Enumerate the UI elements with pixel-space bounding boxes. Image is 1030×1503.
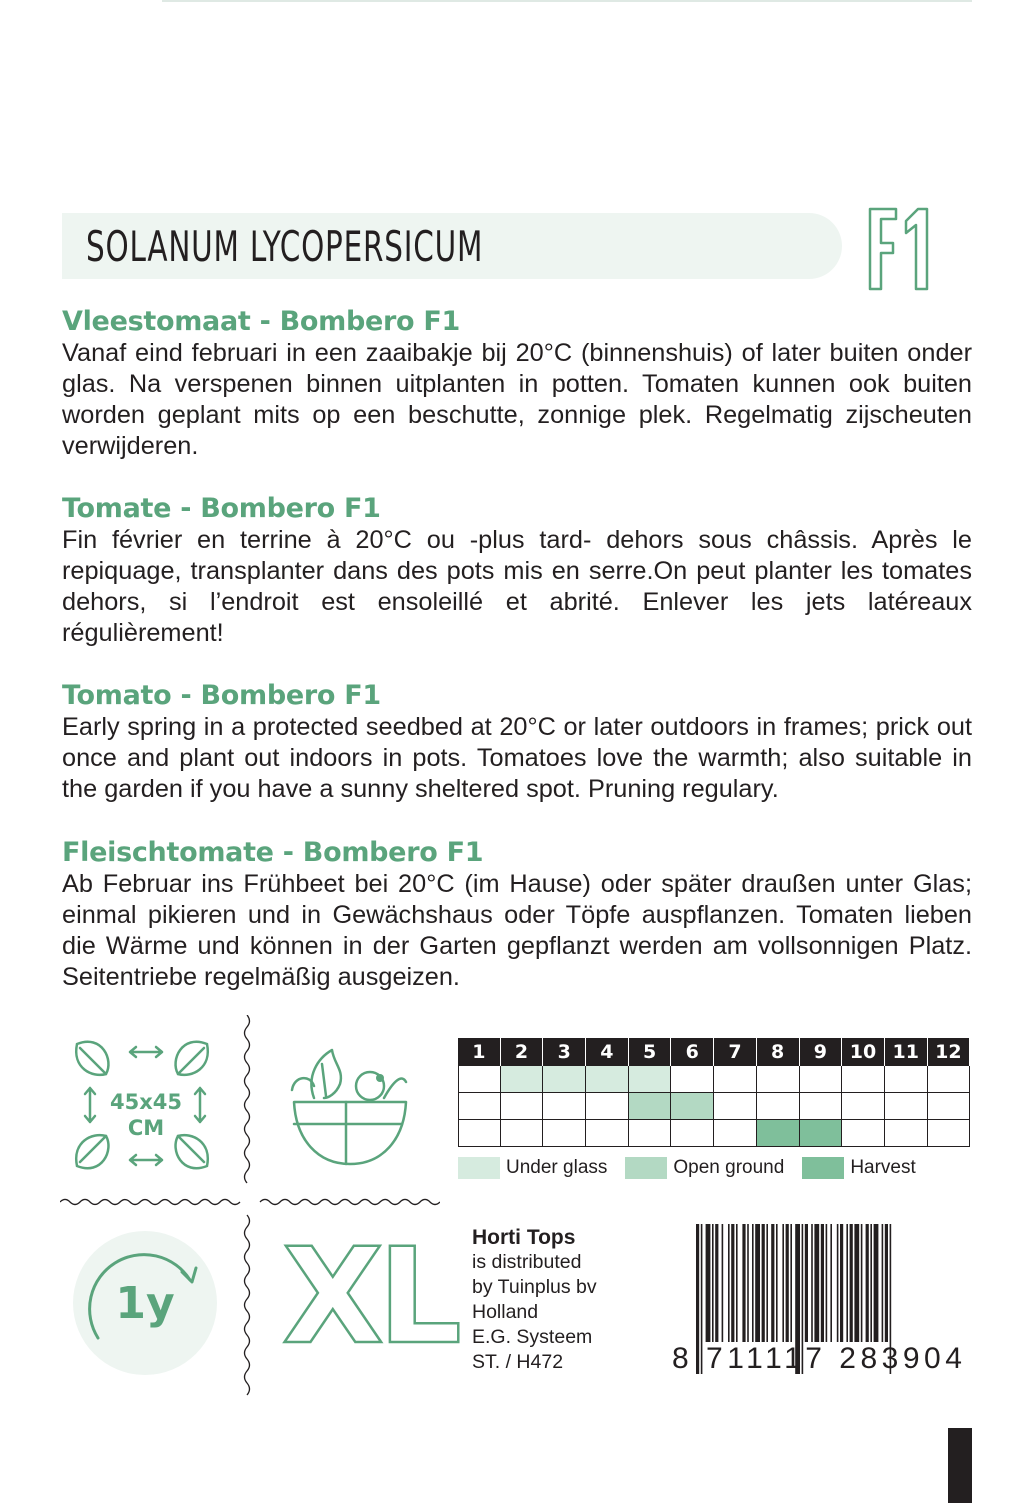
calendar-cell [885,1093,928,1120]
month-8: 8 [757,1038,800,1066]
distributor-line: E.G. Systeem [472,1326,593,1348]
section-english [62,680,972,805]
month-7: 7 [714,1038,757,1066]
calendar-cell [671,1093,714,1120]
month-10: 10 [842,1038,885,1066]
calendar-cell [842,1093,885,1120]
barcode-bar [826,1224,828,1342]
legend-item-open_ground [625,1157,784,1179]
barcode-bar [776,1224,778,1342]
legend-label: Harvest [850,1157,916,1178]
barcode-bar [805,1224,808,1342]
calendar-cell [501,1066,544,1093]
barcode-bar [736,1224,738,1342]
barcode-bar [830,1224,832,1342]
barcode-bar [762,1224,765,1342]
edge-mark [948,1428,972,1503]
calendar-cell [458,1093,501,1120]
calendar-header [458,1038,970,1066]
calendar-cell [757,1093,800,1120]
barcode-bar [790,1224,792,1342]
barcode-bar [715,1224,718,1342]
f1-badge-icon [866,205,932,293]
calendar-row-harvest [458,1120,970,1147]
barcode-bar [821,1224,824,1342]
legend-swatch [625,1157,667,1179]
calendar-row-under_glass [458,1066,970,1093]
legend-label: Under glass [506,1157,608,1178]
calendar-cell [885,1066,928,1093]
month-11: 11 [885,1038,928,1066]
distributor-line: ST. / H472 [472,1351,564,1373]
spacing-value: 45x45 [110,1090,182,1114]
calendar-cell [928,1120,971,1147]
barcode-bar [786,1224,789,1342]
month-12: 12 [928,1038,971,1066]
calendar-row-open_ground [458,1093,970,1120]
section-body: Fin février en terrine à 20°C ou -plus tard- dehors sous châssis. Après le repiquage, transplanter dans des pots mis en serre.On peut planter les tomates dehors, si l’endroit est ensoleillé et abrité. Enlever les jets latéreaux régulièrement! [62,526,972,647]
month-4: 4 [586,1038,629,1066]
spacing-unit: CM [127,1116,165,1140]
barcode-bar [854,1224,859,1342]
month-2: 2 [501,1038,544,1066]
barcode-bar [752,1224,754,1342]
barcode-bar [840,1224,843,1342]
barcode-bar [782,1224,784,1342]
calendar-cell [842,1066,885,1093]
calendar-cell [629,1093,672,1120]
barcode-bar [706,1224,711,1342]
wavy-divider-horizontal [60,1196,440,1208]
barcode-bar [722,1224,724,1342]
barcode-bar [728,1224,730,1342]
section-dutch [62,306,972,462]
sowing-calendar [458,1038,970,1147]
f1-badge-text: F1 [898,265,900,266]
calendar-cell [800,1066,843,1093]
month-5: 5 [629,1038,672,1066]
calendar-cell [586,1093,629,1120]
legend-swatch [458,1157,500,1179]
calendar-cell [842,1120,885,1147]
calendar-cell [671,1066,714,1093]
calendar-legend [458,1157,934,1179]
calendar-cell [586,1120,629,1147]
barcode-bar [837,1224,839,1342]
lifecycle-label: 1y [115,1278,175,1329]
calendar-cell [671,1120,714,1147]
legend-item-harvest [802,1157,915,1179]
month-3: 3 [543,1038,586,1066]
month-6: 6 [671,1038,714,1066]
calendar-cell [586,1066,629,1093]
calendar-cell [458,1120,501,1147]
calendar-cell [757,1120,800,1147]
calendar-cell [757,1066,800,1093]
barcode-bar [811,1224,813,1342]
distributor-line: is distributed [472,1251,582,1273]
distributor-line: Holland [472,1301,539,1323]
distributor-line: by Tuinplus bv [472,1276,597,1298]
legend-label: Open ground [673,1157,785,1178]
legend-swatch [802,1157,844,1179]
plant-spacing-block [62,1030,222,1180]
calendar-cell [501,1120,544,1147]
barcode-bar [747,1224,749,1342]
legend-item-under_glass [458,1157,607,1179]
calendar-cell [629,1120,672,1147]
calendar-cell [501,1093,544,1120]
barcode-bar [882,1224,884,1342]
month-9: 9 [800,1038,843,1066]
section-french [62,493,972,649]
calendar-cell [714,1093,757,1120]
plant-size-label: XL [282,1220,456,1374]
barcode-bar [850,1224,853,1342]
calendar-rows [458,1066,970,1147]
barcode-bar [814,1224,819,1342]
calendar-cell [928,1093,971,1120]
barcode-bar [731,1224,734,1342]
top-rule [162,0,972,2]
section-body: Ab Februar ins Frühbeet bei 20°C (im Hause) oder später draußen unter Glas; einmal pikieren und in Gewächshaus oder Töpfe auspflanzen. Tomaten lieben die Wärme und können in der Garten gepflanzt werden am vollsonnigen Platz. Seitentriebe regelmäßig ausgeizen. [62,870,972,991]
calendar-cell [629,1066,672,1093]
barcode-digits: 8 711117 283904 [672,1342,967,1375]
barcode-bar [755,1224,760,1342]
section-body: Vanaf eind februari in een zaaibakje bij 20°C (binnenshuis) of later buiten onder glas. Na verspenen binnen uitplanten in potten. Tomaten kunnen ook buiten worden geplant mits op een beschutte, zonnige plek. Regelmatig zijscheuten verwijderen. [62,339,972,460]
barcode-bar [861,1224,863,1342]
calendar-cell [714,1066,757,1093]
calendar-cell [543,1066,586,1093]
barcode-bar [846,1224,848,1342]
calendar-cell [800,1093,843,1120]
section-heading: Vleestomaat - Bombero F1 [62,306,460,337]
calendar-cell [714,1120,757,1147]
vegetable-bowl-icon [284,1040,414,1170]
barcode-bar [712,1224,714,1342]
distributor-info [472,1225,597,1375]
section-heading: Tomato - Bombero F1 [62,680,381,711]
section-body: Early spring in a protected seedbed at 20°C or later outdoors in frames; prick out once and plant out indoors in pots. Tomatoes love the warmth; also suitable in the garden if you have a sunny sheltered spot. Pruning regulary. [62,713,972,803]
barcode-bar [742,1224,745,1342]
calendar-cell [458,1066,501,1093]
barcode-bar [885,1224,888,1342]
barcode-bar [771,1224,774,1342]
barcode-bar [766,1224,768,1342]
calendar-cell [543,1120,586,1147]
calendar-cell [885,1120,928,1147]
barcode-bar [870,1224,872,1342]
barcode-bar [874,1224,879,1342]
barcode-bar [866,1224,869,1342]
calendar-cell [928,1066,971,1093]
brand-name: Horti Tops [472,1226,576,1249]
section-heading: Fleischtomate - Bombero F1 [62,837,484,868]
calendar-cell [800,1120,843,1147]
month-1: 1 [458,1038,501,1066]
calendar-cell [543,1093,586,1120]
section-german [62,837,972,993]
latin-name: SOLANUM LYCOPERSICUM [86,222,484,271]
section-heading: Tomate - Bombero F1 [62,493,381,524]
